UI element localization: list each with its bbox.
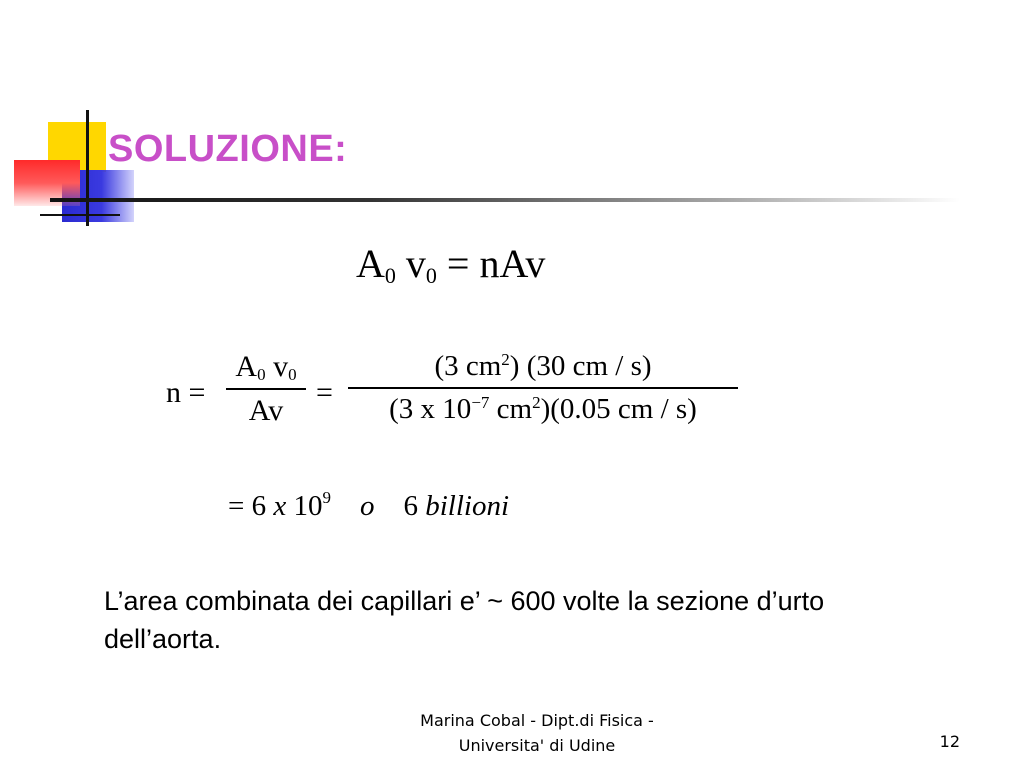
fraction-bar xyxy=(348,387,738,389)
eq-rhs: = nAv xyxy=(446,241,546,286)
eq-subscript: 0 xyxy=(257,365,266,384)
eq-superscript: 2 xyxy=(501,350,510,369)
footer-author-line: Marina Cobal - Dipt.di Fisica - xyxy=(420,711,654,730)
eq-term: )(0.05 cm / s) xyxy=(540,393,697,425)
fraction-a0v0-over-av xyxy=(226,350,306,428)
eq-term: x xyxy=(273,490,287,522)
eq-term: 6 xyxy=(403,490,418,522)
eq-term: A xyxy=(356,241,385,286)
eq-term: ) (30 cm / s) xyxy=(509,350,652,382)
footer-author xyxy=(372,708,702,758)
equation-n-lhs: n = xyxy=(166,376,206,409)
eq-term: billioni xyxy=(425,490,510,522)
fraction-numeric xyxy=(348,350,738,426)
eq-term: v xyxy=(273,350,289,383)
fraction-denominator: Av xyxy=(248,394,284,427)
eq-term: (3 x 10 xyxy=(389,393,472,425)
eq-term: o xyxy=(359,490,375,522)
eq-term: v xyxy=(405,241,426,286)
eq-term: 10 xyxy=(286,490,323,522)
eq-superscript: 2 xyxy=(532,393,541,412)
eq-superscript: 9 xyxy=(322,488,331,507)
decor-vertical-line xyxy=(86,110,89,226)
title-underline xyxy=(50,198,960,202)
eq-subscript: 0 xyxy=(384,263,396,288)
equals-sign: = xyxy=(316,376,333,409)
decor-short-line xyxy=(40,214,120,216)
fraction-numerator xyxy=(226,350,306,384)
page-number: 12 xyxy=(939,732,960,751)
equation-continuity xyxy=(356,240,545,287)
fraction-denominator xyxy=(348,393,738,426)
fraction-bar xyxy=(226,388,306,390)
eq-term: A xyxy=(235,350,258,383)
footer-author-line: Universita' di Udine xyxy=(458,736,616,755)
eq-subscript: 0 xyxy=(425,263,437,288)
eq-term: (3 cm xyxy=(434,350,502,382)
eq-superscript: −7 xyxy=(471,393,490,412)
slide-title: SOLUZIONE: xyxy=(108,128,348,170)
eq-subscript: 0 xyxy=(288,365,297,384)
eq-term: = 6 xyxy=(228,490,274,522)
eq-term: cm xyxy=(489,393,533,425)
equation-result xyxy=(228,490,509,523)
body-text: L’area combinata dei capillari e’ ~ 600 volte la sezione d’urto dell’aorta. xyxy=(104,586,825,654)
fraction-numerator xyxy=(348,350,738,383)
